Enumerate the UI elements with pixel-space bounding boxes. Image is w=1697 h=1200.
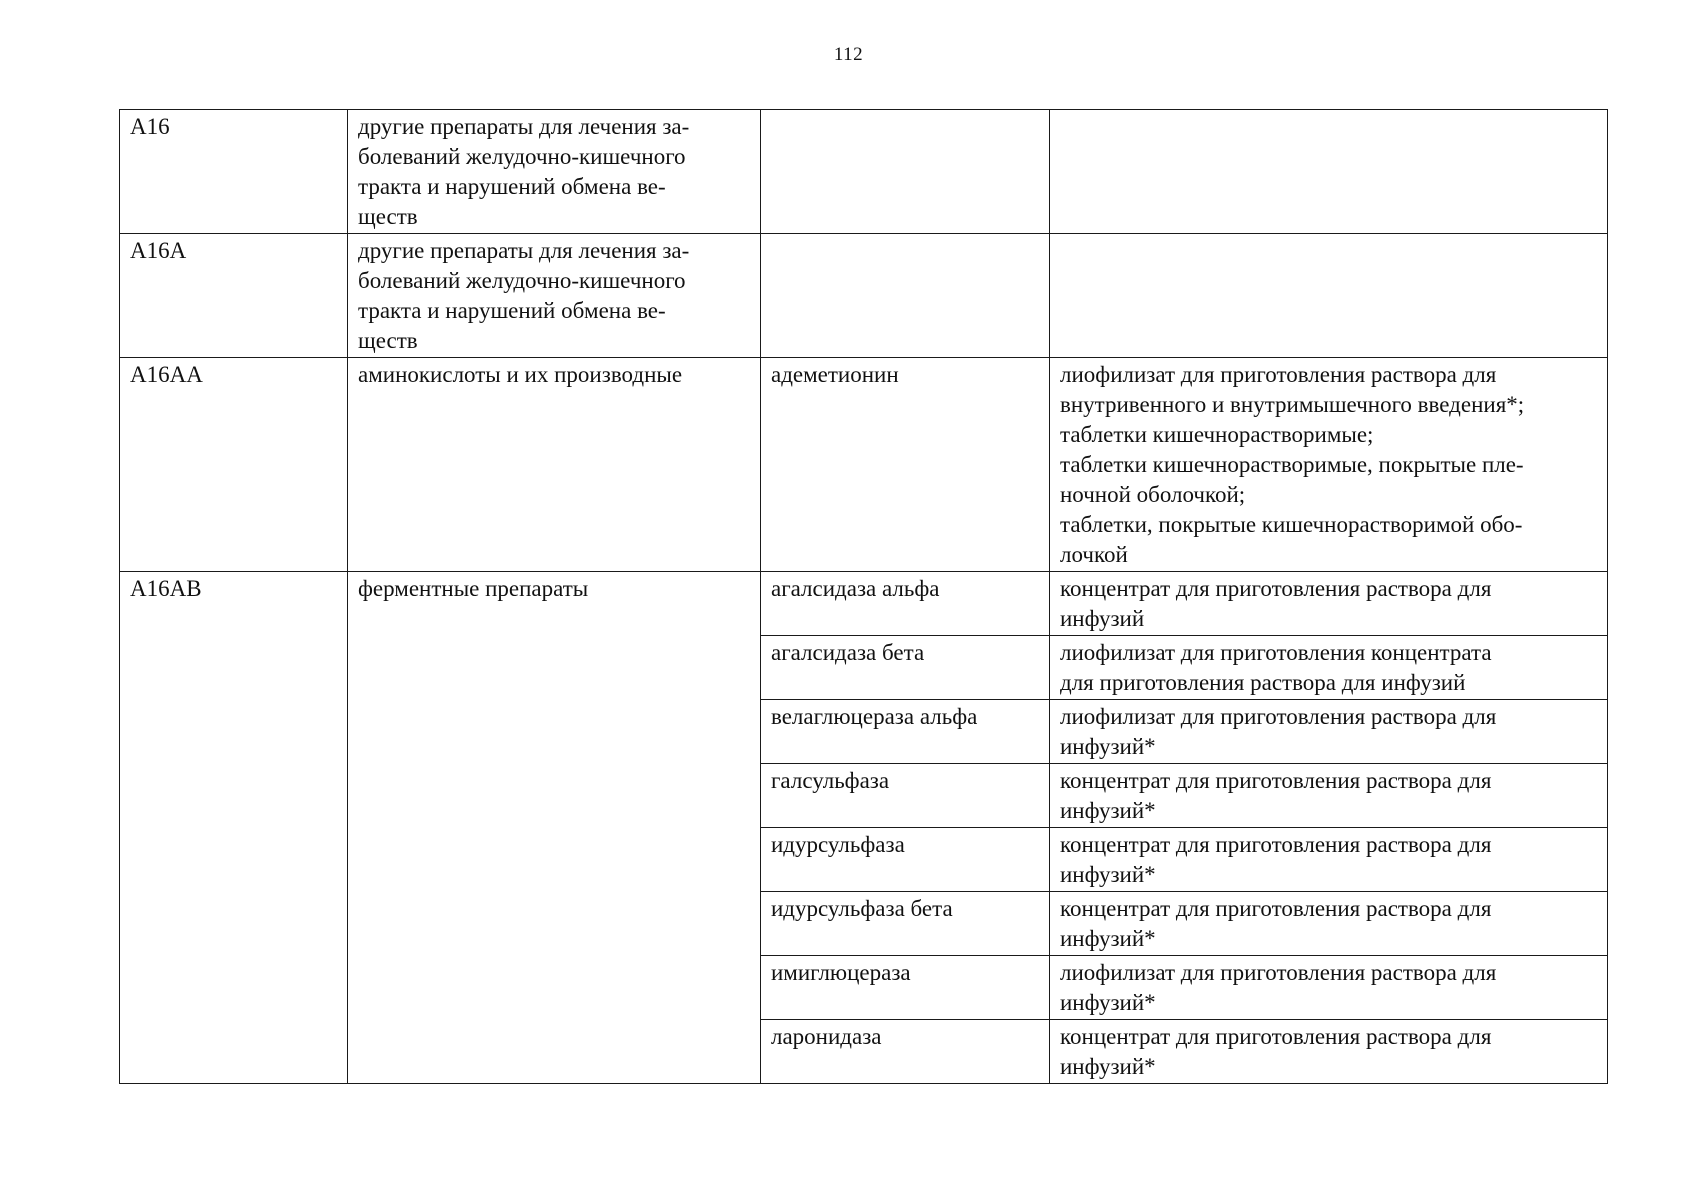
group-name-cell bbox=[348, 110, 761, 234]
group-line: болеваний желудочно-кишечного bbox=[358, 144, 686, 169]
group-line: другие препараты для лечения за- bbox=[358, 114, 690, 139]
dosage-form-line: лочкой bbox=[1060, 542, 1128, 567]
dosage-form-line: инфузий* bbox=[1060, 990, 1156, 1015]
table-row bbox=[120, 110, 1608, 234]
dosage-form-line: концентрат для приготовления раствора для bbox=[1060, 768, 1492, 793]
drug-name-cell bbox=[761, 110, 1050, 234]
dosage-form-line: таблетки кишечнорастворимые, покрытые пле- bbox=[1060, 452, 1524, 477]
dosage-form-cell bbox=[1050, 828, 1608, 892]
group-line: аминокислоты и их производные bbox=[358, 362, 683, 387]
dosage-form-line: концентрат для приготовления раствора для bbox=[1060, 576, 1492, 601]
group-line: тракта и нарушений обмена ве- bbox=[358, 298, 666, 323]
group-line: ферментные препараты bbox=[358, 576, 589, 601]
group-name-cell bbox=[348, 358, 761, 572]
dosage-form-line: для приготовления раствора для инфузий bbox=[1060, 670, 1466, 695]
table-row bbox=[120, 358, 1608, 572]
group-line: тракта и нарушений обмена ве- bbox=[358, 174, 666, 199]
drug-name-cell: галсульфаза bbox=[761, 764, 1050, 828]
dosage-form-line: концентрат для приготовления раствора для bbox=[1060, 896, 1492, 921]
dosage-form-line: инфузий bbox=[1060, 606, 1145, 631]
dosage-form-cell bbox=[1050, 764, 1608, 828]
group-name-cell bbox=[348, 234, 761, 358]
drug-name-cell: ларонидаза bbox=[761, 1020, 1050, 1084]
dosage-form-line: концентрат для приготовления раствора для bbox=[1060, 832, 1492, 857]
table-row bbox=[120, 234, 1608, 358]
drug-name-cell: имиглюцераза bbox=[761, 956, 1050, 1020]
drug-table bbox=[119, 109, 1608, 1084]
drug-name-cell bbox=[761, 234, 1050, 358]
atc-code-cell: A16AA bbox=[120, 358, 348, 572]
drug-name-cell: велаглюцераза альфа bbox=[761, 700, 1050, 764]
dosage-form-cell bbox=[1050, 572, 1608, 636]
dosage-form-line: лиофилизат для приготовления раствора для bbox=[1060, 362, 1497, 387]
group-line: другие препараты для лечения за- bbox=[358, 238, 690, 263]
dosage-form-line: ночной оболочкой; bbox=[1060, 482, 1246, 507]
atc-code-cell: A16 bbox=[120, 110, 348, 234]
dosage-form-line: инфузий* bbox=[1060, 798, 1156, 823]
dosage-form-line: концентрат для приготовления раствора для bbox=[1060, 1024, 1492, 1049]
drug-name-cell: идурсульфаза бета bbox=[761, 892, 1050, 956]
group-line: ществ bbox=[358, 328, 418, 353]
dosage-form-cell bbox=[1050, 956, 1608, 1020]
dosage-form-cell bbox=[1050, 110, 1608, 234]
dosage-form-line: лиофилизат для приготовления раствора для bbox=[1060, 960, 1497, 985]
group-line: ществ bbox=[358, 204, 418, 229]
group-line: болеваний желудочно-кишечного bbox=[358, 268, 686, 293]
dosage-form-line: таблетки, покрытые кишечнорастворимой обо- bbox=[1060, 512, 1523, 537]
dosage-form-cell bbox=[1050, 234, 1608, 358]
atc-code-cell: A16AB bbox=[120, 572, 348, 1084]
dosage-form-cell bbox=[1050, 358, 1608, 572]
table-row bbox=[120, 572, 1608, 636]
drug-name-cell: адеметионин bbox=[761, 358, 1050, 572]
drug-name-cell: агалсидаза альфа bbox=[761, 572, 1050, 636]
dosage-form-line: внутривенного и внутримышечного введения*; bbox=[1060, 392, 1525, 417]
group-name-cell bbox=[348, 572, 761, 1084]
drug-name-cell: агалсидаза бета bbox=[761, 636, 1050, 700]
atc-code-cell: A16A bbox=[120, 234, 348, 358]
dosage-form-line: инфузий* bbox=[1060, 734, 1156, 759]
dosage-form-cell bbox=[1050, 636, 1608, 700]
dosage-form-cell bbox=[1050, 892, 1608, 956]
page-number: 112 bbox=[833, 44, 864, 65]
dosage-form-line: лиофилизат для приготовления концентрата bbox=[1060, 640, 1492, 665]
dosage-form-line: инфузий* bbox=[1060, 926, 1156, 951]
dosage-form-line: таблетки кишечнорастворимые; bbox=[1060, 422, 1374, 447]
dosage-form-line: инфузий* bbox=[1060, 1054, 1156, 1079]
dosage-form-line: лиофилизат для приготовления раствора для bbox=[1060, 704, 1497, 729]
dosage-form-line: инфузий* bbox=[1060, 862, 1156, 887]
dosage-form-cell bbox=[1050, 700, 1608, 764]
drug-name-cell: идурсульфаза bbox=[761, 828, 1050, 892]
dosage-form-cell bbox=[1050, 1020, 1608, 1084]
